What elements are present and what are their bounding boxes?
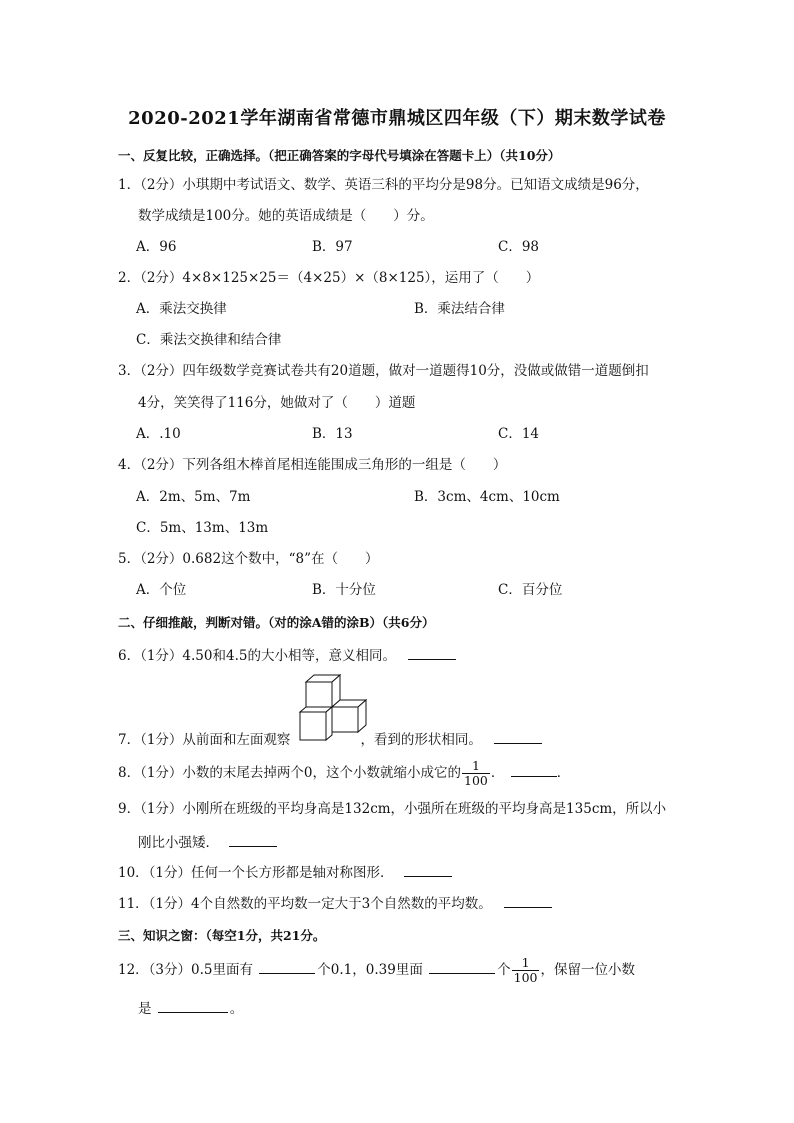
q12-fraction: $\frac{1}{100}$ [513,955,538,985]
q12-line2-b: 。 [229,1001,244,1017]
q10-line [118,862,452,882]
q9-line2 [138,832,277,852]
q6-text: 6．（1分）4.50和4.5的大小相等，意义相同。 [118,648,396,664]
q9-text: 刚比小强矮． [138,835,219,851]
q12-part2: 个0.1，0.39里面 [317,962,423,978]
q9-answer-blank [229,832,277,847]
q6-line [118,645,456,665]
q5-option-b: B．十分位 [312,582,376,598]
q11-line [118,893,552,913]
q1-option-b: B．97 [312,239,353,255]
q4-option-a: A．2m、5m、7m [136,489,251,505]
section-heading-2: 二、仔细推敲，判断对错。（对的涂A错的涂B）（共6分） [118,615,435,630]
q11-answer-blank [504,893,552,908]
q7-text-before: 7．（1分）从前面和左面观察 [118,732,291,748]
q12-part3: 个 [497,962,511,978]
q1-option-a: A．96 [136,239,177,255]
q10-answer-blank [404,862,452,877]
q4-option-b: B．3cm、4cm、10cm [414,489,560,505]
q8-line [118,758,570,788]
q8-text-after: ． [490,765,505,781]
q12-blank-2 [429,959,495,974]
q6-answer-blank [408,645,456,660]
q2-option-c: C．乘法交换律和结合律 [136,332,282,348]
q3-line1: 3．（2分）四年级数学竞赛试卷共有20道题，做对一道题得10分，没做或做错一道题倒扣 [118,363,649,379]
q7-text-after: ，看到的形状相同。 [360,732,482,748]
q1-line2: 数学成绩是100分。她的英语成绩是（ ）分。 [138,208,434,224]
q5-option-c: C．百分位 [498,582,563,598]
q2-option-a: A．乘法交换律 [136,301,227,317]
q8-text-before: 8．（1分）小数的末尾去掉两个0，这个小数就缩小成它的 [118,765,462,781]
q12-line2 [138,998,243,1018]
q2-line1: 2．（2分）4×8×125×25＝（4×25）×（8×125），运用了（ ） [118,270,540,286]
q2-option-b: B．乘法结合律 [414,301,505,317]
q8-fraction: $\frac{1}{100}$ [464,758,488,788]
page-title: 2020-2021学年湖南省常德市鼎城区四年级（下）期末数学试卷 [128,108,666,129]
q4-line1: 4．（2分）下列各组木棒首尾相连能围成三角形的一组是（ ） [118,457,507,473]
q3-option-c: C．14 [498,426,540,442]
q11-text: 11．（1分）4个自然数的平均数一定大于3个自然数的平均数。 [118,896,492,912]
q1-option-c: C．98 [498,239,540,255]
section-heading-3: 三、知识之窗：（每空1分，共21分。 [118,928,326,943]
q5-line1: 5．（2分）0.682这个数中，“8”在（ ） [118,551,379,567]
section-heading-1: 一、反复比较，正确选择。（把正确答案的字母代号填涂在答题卡上）（共10分） [118,148,561,163]
q12-blank-1 [259,959,315,974]
q8-text-end: ． [556,765,571,781]
q12-part4: ，保留一位小数 [540,962,635,978]
q9-line1: 9．（1分）小刚所在班级的平均身高是132cm，小强所在班级的平均身高是135cm，所以小 [118,801,667,817]
q3-option-b: B．13 [312,426,353,442]
q12-blank-3 [158,998,228,1013]
q7-line [118,729,542,749]
q3-option-a: A．.10 [136,426,181,442]
q12-line1 [118,955,635,985]
q7-answer-blank [494,729,542,744]
q3-line2: 4分，笑笑得了116分，她做对了（ ）道题 [138,395,416,411]
q12-part1: 12．（3分）0.5里面有 [118,962,253,978]
q12-line2-a: 是 [138,1001,152,1017]
q4-option-c: C．5m、13m、13m [136,520,269,536]
q5-option-a: A．个位 [136,582,187,598]
q8-answer-blank [511,762,557,777]
q10-text: 10．（1分）任何一个长方形都是轴对称图形． [118,865,394,881]
q1-line1: 1．（2分）小琪期中考试语文、数学、英语三科的平均分是98分。已知语文成绩是96分， [118,177,649,193]
